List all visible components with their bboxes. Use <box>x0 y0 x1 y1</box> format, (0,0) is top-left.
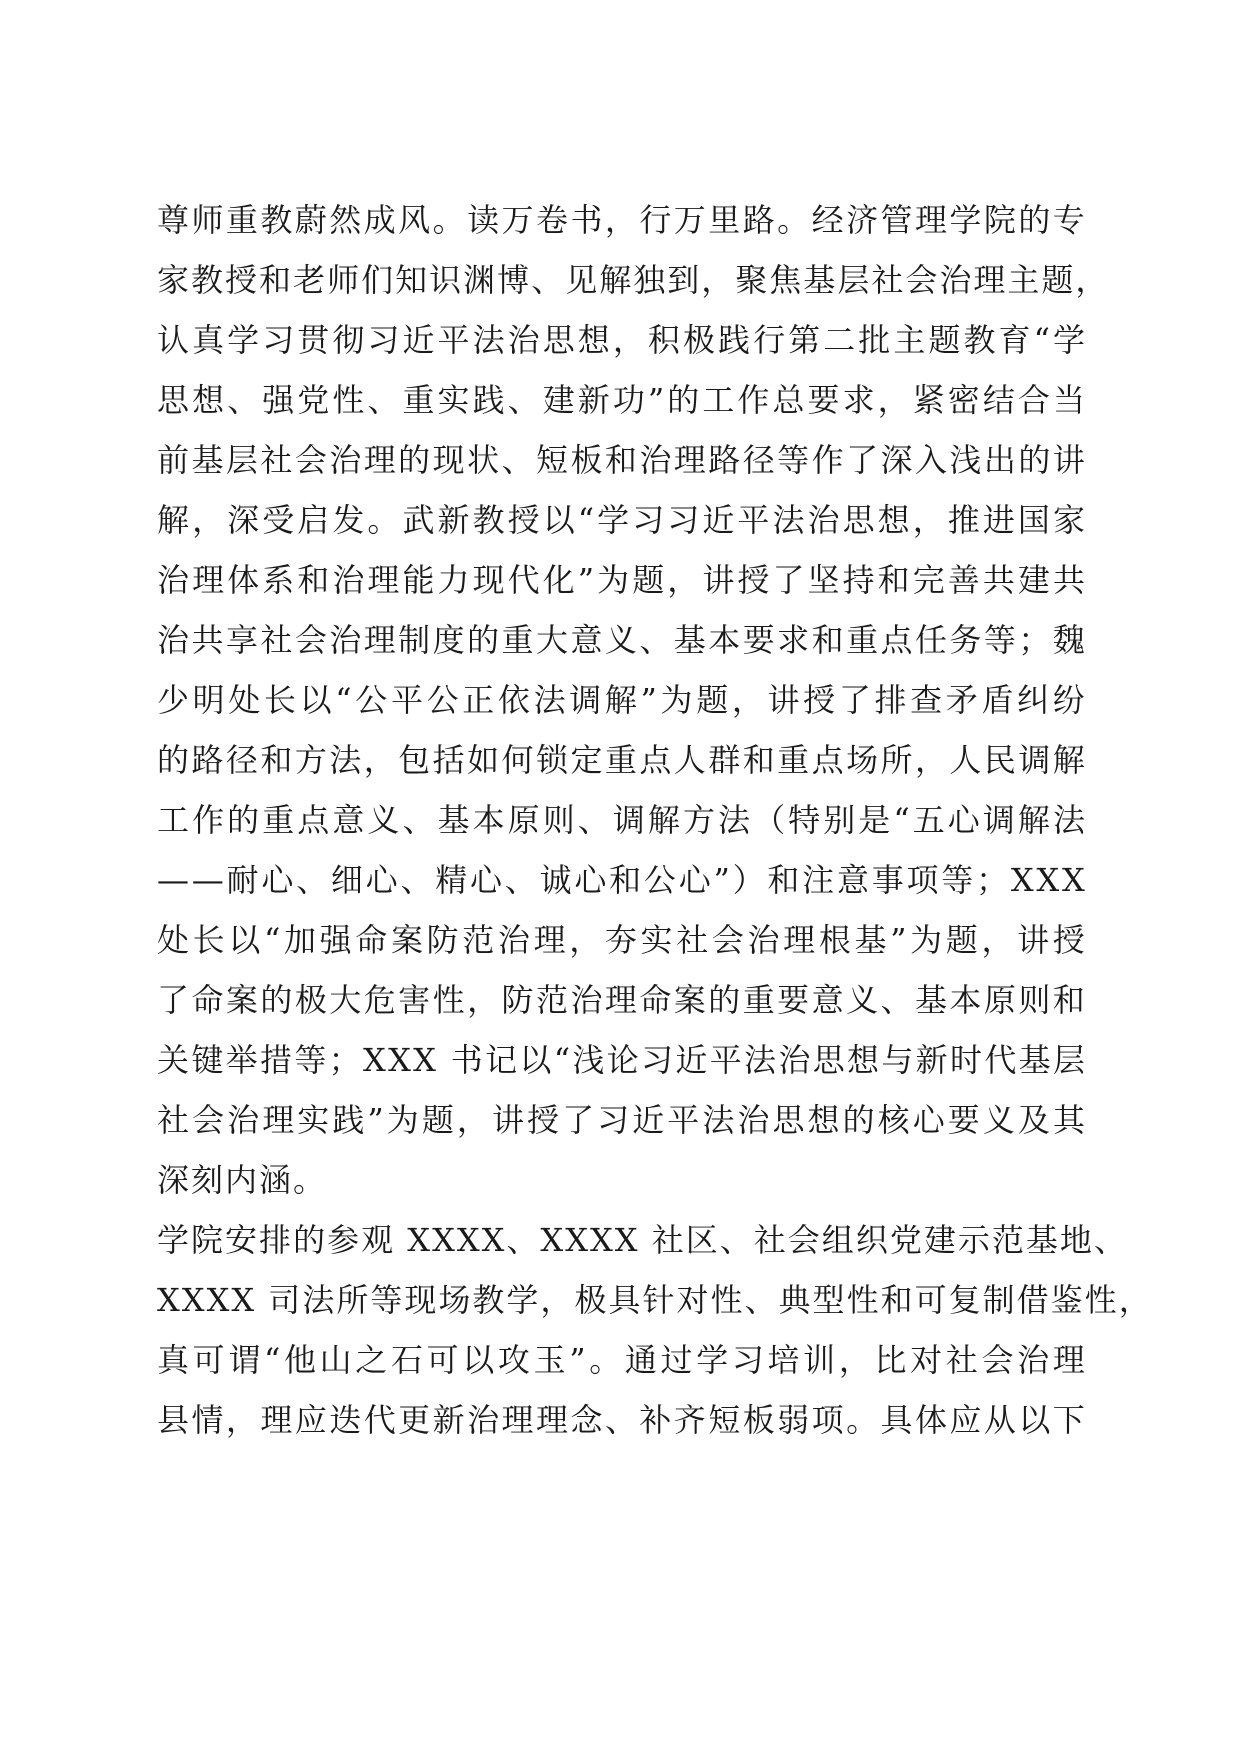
paragraph-2 <box>157 1210 1153 1450</box>
body-text <box>157 190 1153 1450</box>
text-line: 的 路 径 和 方 法 ， 包 括 如 何 锁 定 重 点 人 群 和 重 点 场 所 ， 人 民 调 解 <box>157 741 1087 779</box>
text-line: 家 教 授 和 老 师 们 知 识 渊 博 、 见 解 独 到 ， 聚 焦 基 层 社 会 治 理 主 题 ， <box>157 261 1110 299</box>
text-line: 认 真 学 习 贯 彻 习 近 平 法 治 思 想 ， 积 极 践 行 第 二 批 主 题 教 育 “ 学 <box>157 321 1087 359</box>
text-line: 社 会 治 理 实 践 ” 为 题 ， 讲 授 了 习 近 平 法 治 思 想 的 核 心 要 义 及 其 <box>157 1101 1087 1139</box>
text-line: — — 耐 心 、 细 心 、 精 心 、 诚 心 和 公 心 ” ） 和 注 意 事 项 等 ； X X X <box>157 861 1087 899</box>
text-line: 工 作 的 重 点 意 义 、 基 本 原 则 、 调 解 方 法 （ 特 别 是 “ 五 心 调 解 法 <box>157 801 1087 839</box>
text-line: 处 长 以 “ 加 强 命 案 防 范 治 理 ， 夯 实 社 会 治 理 根 基 ” 为 题 ， 讲 授 <box>157 921 1087 959</box>
text-line: 深刻内涵。 <box>157 1161 328 1199</box>
text-line: 县 情 ， 理 应 迭 代 更 新 治 理 理 念 、 补 齐 短 板 弱 项 。 具 体 应 从 以 下 <box>157 1401 1087 1439</box>
paragraph-1 <box>157 190 1110 1210</box>
text-line: 治 理 体 系 和 治 理 能 力 现 代 化 ” 为 题 ， 讲 授 了 坚 持 和 完 善 共 建 共 <box>157 561 1087 599</box>
text-line: 关 键 举 措 等 ； X X X 书 记 以 “ 浅 论 习 近 平 法 治 思 想 与 新 时 代 基 层 <box>157 1041 1087 1079</box>
text-line: 学 院 安 排 的 参 观 X X X X 、 X X X X 社 区 、 社 会 组 织 党 建 示 范 基 地 、 <box>157 1221 1128 1259</box>
text-line: 了 命 案 的 极 大 危 害 性 ， 防 范 治 理 命 案 的 重 要 意 义 、 基 本 原 则 和 <box>157 981 1087 1019</box>
text-line: 真 可 谓 “ 他 山 之 石 可 以 攻 玉 ” 。 通 过 学 习 培 训 ， 比 对 社 会 治 理 <box>157 1341 1087 1379</box>
text-line: 思 想 、 强 党 性 、 重 实 践 、 建 新 功 ” 的 工 作 总 要 求 ， 紧 密 结 合 当 <box>157 381 1087 419</box>
text-line: 前 基 层 社 会 治 理 的 现 状 、 短 板 和 治 理 路 径 等 作 了 深 入 浅 出 的 讲 <box>157 441 1087 479</box>
text-line: 尊 师 重 教 蔚 然 成 风 。 读 万 卷 书 ， 行 万 里 路 。 经 济 管 理 学 院 的 专 <box>157 201 1087 239</box>
text-line: 解 ， 深 受 启 发 。 武 新 教 授 以 “ 学 习 习 近 平 法 治 思 想 ， 推 进 国 家 <box>157 501 1087 539</box>
text-line: 少 明 处 长 以 “ 公 平 公 正 依 法 调 解 ” 为 题 ， 讲 授 了 排 查 矛 盾 纠 纷 <box>157 681 1087 719</box>
text-line: X X X X 司 法 所 等 现 场 教 学 ， 极 具 针 对 性 、 典 型 性 和 可 复 制 借 鉴 性 ， <box>157 1281 1153 1319</box>
text-line: 治 共 享 社 会 治 理 制 度 的 重 大 意 义 、 基 本 要 求 和 重 点 任 务 等 ； 魏 <box>157 621 1087 659</box>
